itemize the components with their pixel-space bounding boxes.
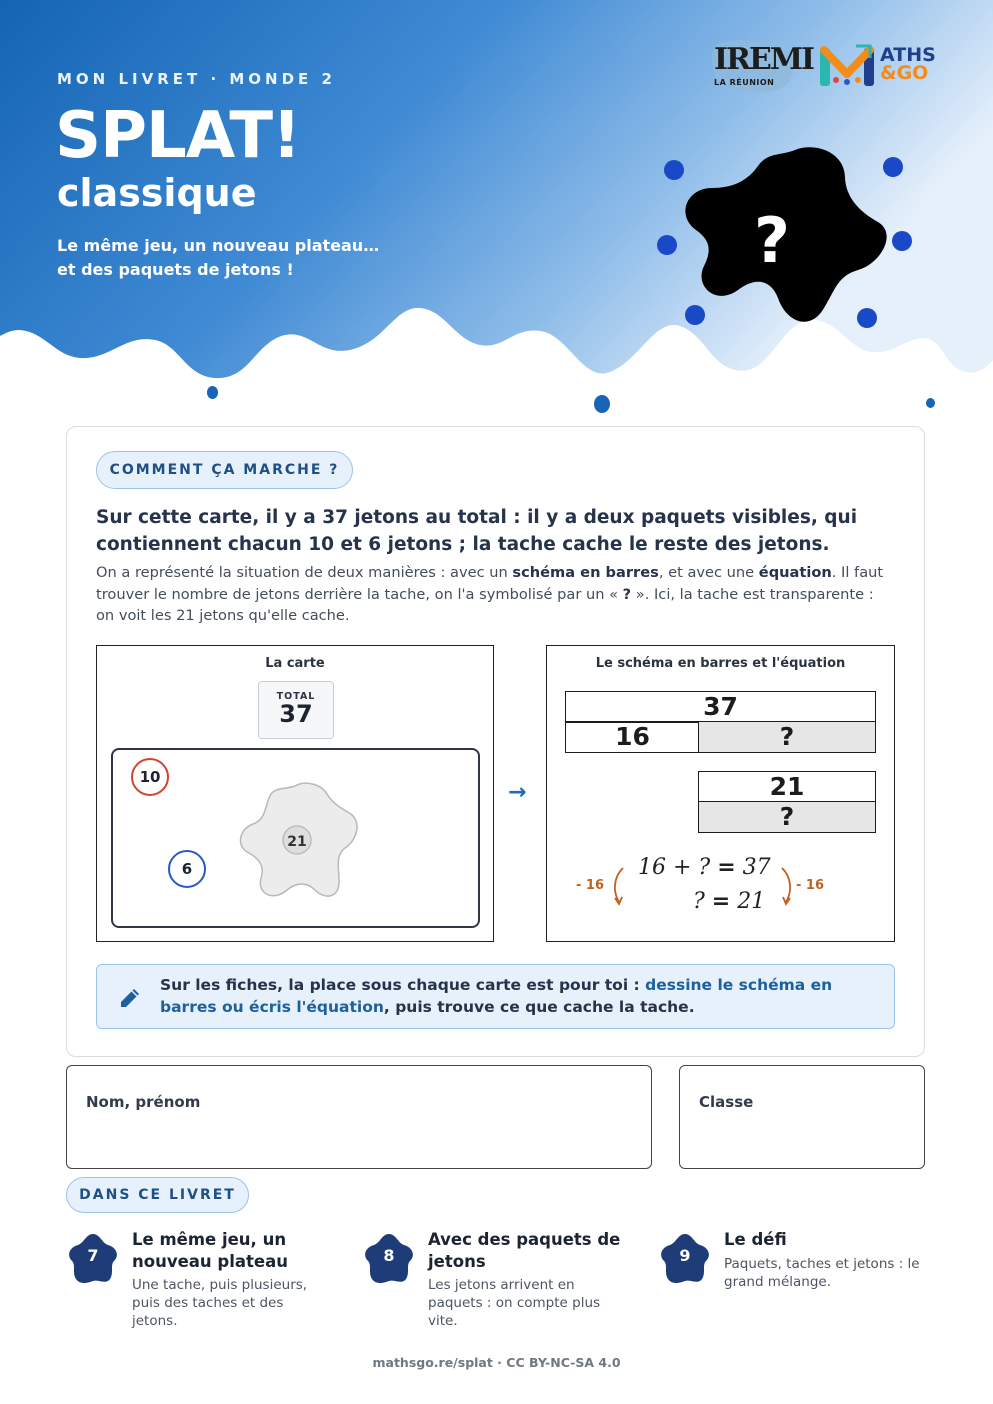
bar1-total: 37	[565, 691, 876, 723]
eq2-right: 21	[737, 889, 766, 914]
contents-item	[66, 1229, 336, 1339]
pencil-icon	[117, 985, 143, 1011]
chapter-number: 7	[87, 1246, 99, 1265]
chapter-number: 9	[679, 1246, 691, 1265]
explanation-paragraph	[96, 562, 886, 627]
card-example-panel	[96, 645, 494, 942]
page-subtitle: classique	[57, 171, 257, 215]
mathsgo-logo-text-1: ATHS	[880, 44, 936, 66]
bar1-unknown-part: ?	[698, 721, 876, 753]
class-field[interactable]	[679, 1065, 925, 1169]
bar-panel-title: Le schéma en barres et l'équation	[595, 656, 846, 671]
mystery-splat-illustration	[650, 140, 930, 340]
bar2-total: 21	[698, 771, 876, 803]
iremi-logo-text: IREMI	[714, 42, 814, 77]
chapter-badge	[362, 1231, 416, 1285]
curved-arrow-left-icon	[607, 864, 629, 908]
mathsgo-logo-text-2: &GO	[880, 62, 929, 84]
chapter-title: Avec des paquets de jetons	[428, 1230, 621, 1271]
eq1-sign: =	[717, 855, 736, 880]
instruction-text-part: Sur les fiches, la place sous chaque carte est pour toi :	[160, 976, 646, 994]
class-field-label: Classe	[699, 1093, 754, 1111]
splat-dot	[892, 231, 912, 251]
explanation-text: ». Ici, la tache est transparente : on voit les 21 jetons qu'elle cache.	[96, 585, 874, 624]
contents-item	[658, 1229, 928, 1339]
paint-drip	[594, 395, 610, 413]
bar1-known-part: 16	[565, 721, 700, 753]
total-label: TOTAL	[276, 691, 316, 702]
chapter-title: Le défi	[724, 1230, 787, 1249]
iremi-logo-subtext: LA RÉUNION	[714, 78, 775, 87]
instruction-note	[96, 964, 895, 1029]
operation-label-right: - 16	[796, 878, 825, 893]
chapter-badge	[66, 1231, 120, 1285]
contents-pill: DANS CE LIVRET	[66, 1177, 249, 1213]
chapter-title: Le même jeu, un nouveau plateau	[132, 1230, 288, 1271]
lead-paragraph: Sur cette carte, il y a 37 jetons au total : il y a deux paquets visibles, qui contiennent chacun 10 et 6 jetons ; la tache cache le reste des jetons.	[96, 507, 858, 555]
token-packet-red: 10	[131, 758, 169, 796]
splat-dot	[883, 157, 903, 177]
game-card-frame	[111, 748, 480, 928]
operation-label-left: - 16	[576, 878, 605, 893]
transparent-splat	[235, 778, 365, 904]
how-it-works-pill: COMMENT ÇA MARCHE ?	[96, 451, 353, 489]
chapter-description: Les jetons arrivent en paquets : on compte plus vite.	[428, 1277, 601, 1329]
splat-dot	[664, 160, 684, 180]
header-banner	[0, 0, 993, 420]
chapter-description: Une tache, puis plusieurs, puis des taches et des jetons.	[132, 1277, 308, 1329]
iremi-logo	[710, 36, 814, 96]
paint-drip	[207, 386, 218, 399]
equation-line-1	[638, 855, 771, 880]
mathsgo-logo	[818, 44, 948, 90]
explanation-text: On a représenté la situation de deux manières : avec un	[96, 564, 513, 581]
curved-arrow-right-icon	[776, 864, 798, 908]
eq1-left: 16 + ?	[638, 855, 711, 880]
equation-line-2	[693, 889, 765, 914]
total-value: 37	[279, 700, 313, 728]
chapter-number: 8	[383, 1246, 395, 1265]
instruction-text-part: , puis trouve ce que cache la tache.	[383, 998, 695, 1016]
name-field[interactable]	[66, 1065, 652, 1169]
splat-dot	[685, 305, 705, 325]
name-field-label: Nom, prénom	[86, 1093, 201, 1111]
tagline	[57, 234, 437, 282]
eq2-sign: =	[711, 889, 731, 914]
right-arrow-icon: →	[508, 780, 527, 805]
page-title: SPLAT!	[55, 99, 301, 173]
explanation-bold: ?	[622, 585, 632, 603]
booklet-eyebrow: MON LIVRET · MONDE 2	[57, 70, 336, 88]
bar2-unknown-part: ?	[698, 801, 876, 833]
splat-dot	[857, 308, 877, 328]
tagline-line-2: et des paquets de jetons !	[57, 260, 294, 279]
card-panel-title: La carte	[265, 656, 325, 671]
chapter-description: Paquets, taches et jetons : le grand mélange.	[724, 1256, 920, 1290]
explanation-text: . Il faut trouver le nombre de jetons derrière la tache, on l'a symbolisé par un «	[96, 564, 884, 603]
paint-drip	[926, 398, 935, 408]
mathsgo-m-icon	[818, 44, 878, 88]
eq2-left: ?	[693, 889, 705, 914]
contents-item	[362, 1229, 632, 1339]
hidden-tokens-value: 21	[287, 834, 307, 850]
instruction-text	[160, 974, 880, 1018]
splat-question-mark: ?	[754, 204, 790, 277]
splat-dot	[657, 235, 677, 255]
explanation-bold: schéma en barres	[512, 564, 659, 581]
instruction-highlight: dessine le schéma en barres ou écris l'équation	[160, 976, 833, 1016]
total-box	[258, 681, 334, 739]
explanation-text: , et avec une	[658, 564, 759, 581]
explanation-bold: équation	[758, 564, 832, 581]
footer-credit: mathsgo.re/splat · CC BY-NC-SA 4.0	[372, 1355, 621, 1370]
eq1-right: 37	[742, 855, 771, 880]
token-packet-blue: 6	[168, 850, 206, 888]
tagline-line-1: Le même jeu, un nouveau plateau…	[57, 236, 380, 255]
chapter-badge	[658, 1231, 712, 1285]
